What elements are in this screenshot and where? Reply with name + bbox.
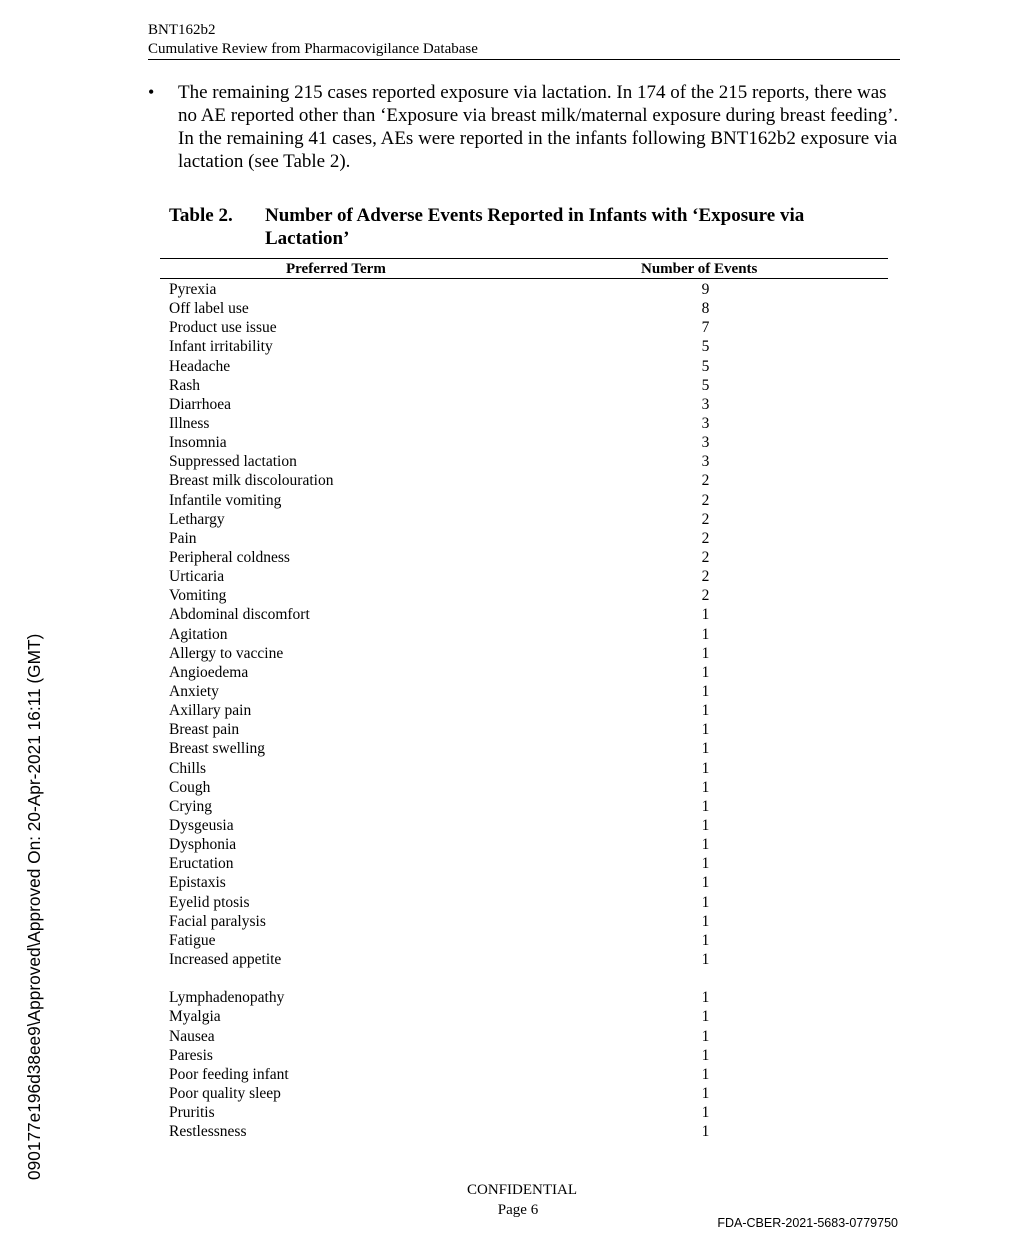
event-count-cell: 1 (701, 855, 710, 873)
header-divider (148, 59, 900, 60)
table-row (169, 816, 769, 835)
event-count-cell: 2 (701, 548, 710, 566)
table-row (169, 854, 769, 873)
event-count-cell: 1 (701, 874, 710, 892)
approval-stamp: 090177e196d38ee9\Approved\Approved On: 20-Apr-2021 16:11 (GMT) (24, 633, 44, 1180)
header-document-title: Cumulative Review from Pharmacovigilance Database (148, 41, 478, 57)
event-count-cell: 1 (701, 702, 710, 720)
column-header-preferred-term: Preferred Term (286, 261, 386, 277)
table-row (169, 701, 769, 720)
event-count-cell: 1 (701, 816, 710, 834)
preferred-term-cell: Breast milk discolouration (169, 472, 334, 490)
preferred-term-cell: Eyelid ptosis (169, 893, 250, 911)
table-row (169, 682, 769, 701)
bullet-text: The remaining 215 cases reported exposure via lactation. In 174 of the 215 reports, there was no AE reported other than ‘Exposure via breast milk/maternal exposure during breast feeding’. In the remaining 41 cases, AEs were reported in the infants following BNT162b2 exposure via lactation (see Table 2). (178, 82, 899, 172)
event-count-cell: 1 (701, 1008, 710, 1026)
preferred-term-cell: Poor quality sleep (169, 1084, 281, 1102)
event-count-cell: 1 (701, 663, 710, 681)
preferred-term-cell: Pyrexia (169, 281, 217, 298)
event-count-cell: 1 (701, 931, 710, 949)
preferred-term-cell: Pruritis (169, 1104, 215, 1122)
table-row (169, 491, 769, 510)
table-row (169, 337, 769, 356)
event-count-cell: 5 (701, 376, 710, 394)
preferred-term-cell: Vomiting (169, 587, 227, 605)
event-count-cell: 7 (701, 319, 710, 337)
preferred-term-cell: Infant irritability (169, 338, 273, 356)
table-row (169, 318, 769, 337)
bullet-icon: • (148, 82, 155, 102)
preferred-term-cell: Lymphadenopathy (169, 989, 285, 1007)
preferred-term-cell: Chills (169, 759, 207, 777)
table-row (169, 414, 769, 433)
event-count-cell: 1 (701, 721, 710, 739)
confidential-label: CONFIDENTIAL (467, 1182, 577, 1198)
table-row (169, 1027, 769, 1046)
table-row (169, 988, 769, 1007)
preferred-term-cell: Cough (169, 778, 211, 796)
table-row (169, 797, 769, 816)
table-row (169, 1084, 769, 1103)
table-row (169, 1122, 769, 1141)
preferred-term-cell: Myalgia (169, 1008, 221, 1026)
event-count-cell: 1 (701, 1104, 710, 1122)
table-row (169, 912, 769, 931)
preferred-term-cell: Facial paralysis (169, 912, 266, 930)
page-header (148, 21, 900, 59)
table-number: Table 2. (169, 205, 233, 226)
table-row (169, 471, 769, 490)
event-count-cell: 1 (701, 1065, 710, 1083)
table-row (169, 835, 769, 854)
preferred-term-cell: Crying (169, 797, 213, 815)
event-count-cell: 9 (701, 281, 710, 298)
preferred-term-cell: Urticaria (169, 568, 225, 586)
table-row (169, 452, 769, 471)
preferred-term-cell: Dysphonia (169, 836, 237, 854)
table-body (169, 280, 769, 1141)
page-number: Page 6 (497, 1202, 539, 1218)
table-row (169, 663, 769, 682)
preferred-term-cell: Dysgeusia (169, 816, 234, 834)
preferred-term-cell: Rash (169, 376, 200, 394)
table-row (169, 778, 769, 797)
table-row (169, 931, 769, 950)
preferred-term-cell: Axillary pain (169, 702, 252, 720)
preferred-term-cell: Angioedema (169, 663, 249, 681)
event-count-cell: 3 (701, 414, 710, 432)
event-count-cell: 1 (701, 778, 710, 796)
event-count-cell: 1 (701, 759, 710, 777)
event-count-cell: 5 (701, 338, 710, 356)
table-row (169, 644, 769, 663)
table-row (169, 873, 769, 892)
table-header-rule (160, 278, 888, 279)
event-count-cell: 1 (701, 1046, 710, 1064)
table-row (169, 893, 769, 912)
preferred-term-cell: Paresis (169, 1046, 213, 1064)
preferred-term-cell: Breast swelling (169, 740, 265, 758)
event-count-cell: 1 (701, 740, 710, 758)
event-count-cell: 1 (701, 644, 710, 662)
event-count-cell: 2 (701, 529, 710, 547)
preferred-term-cell: Agitation (169, 625, 228, 643)
table-row (169, 567, 769, 586)
preferred-term-cell: Headache (169, 357, 231, 375)
table-row (169, 299, 769, 318)
preferred-term-cell: Infantile vomiting (169, 491, 282, 509)
preferred-term-cell: Insomnia (169, 434, 227, 452)
document-id: FDA-CBER-2021-5683-0779750 (717, 1216, 898, 1230)
preferred-term-cell: Off label use (169, 300, 249, 318)
event-count-cell: 1 (701, 893, 710, 911)
table-row (169, 586, 769, 605)
column-header-number-of-events: Number of Events (641, 261, 758, 277)
preferred-term-cell: Nausea (169, 1027, 215, 1045)
preferred-term-cell: Product use issue (169, 319, 277, 337)
table-row (169, 510, 769, 529)
preferred-term-cell: Lethargy (169, 510, 225, 528)
event-count-cell: 1 (701, 989, 710, 1007)
event-count-cell: 3 (701, 453, 710, 471)
preferred-term-cell: Increased appetite (169, 950, 282, 968)
event-count-cell: 2 (701, 510, 710, 528)
event-count-cell: 2 (701, 568, 710, 586)
event-count-cell: 1 (701, 950, 710, 968)
table-row (169, 1046, 769, 1065)
table-row (169, 376, 769, 395)
preferred-term-cell: Epistaxis (169, 874, 226, 892)
event-count-cell: 1 (701, 606, 710, 624)
table-row (169, 625, 769, 644)
preferred-term-cell: Illness (169, 414, 210, 432)
preferred-term-cell: Anxiety (169, 682, 219, 700)
table-row (169, 433, 769, 452)
event-count-cell: 1 (701, 836, 710, 854)
event-count-cell: 3 (701, 434, 710, 452)
table-top-rule (160, 258, 888, 259)
preferred-term-cell: Suppressed lactation (169, 453, 297, 471)
event-count-cell: 1 (701, 912, 710, 930)
table-row (169, 1065, 769, 1084)
event-count-cell: 1 (701, 625, 710, 643)
preferred-term-cell: Pain (169, 529, 197, 547)
preferred-term-cell: Diarrhoea (169, 395, 231, 413)
event-count-cell: 8 (701, 300, 710, 318)
table-row (169, 759, 769, 778)
table-row (169, 548, 769, 567)
table-title: Number of Adverse Events Reported in Infants with ‘Exposure via Lactation’ (265, 205, 805, 249)
table-row (169, 1103, 769, 1122)
table-row (169, 357, 769, 376)
event-count-cell: 1 (701, 1084, 710, 1102)
preferred-term-cell: Eructation (169, 855, 234, 873)
table-row (169, 529, 769, 548)
event-count-cell: 2 (701, 587, 710, 605)
preferred-term-cell: Fatigue (169, 931, 216, 949)
preferred-term-cell: Restlessness (169, 1123, 247, 1141)
event-count-cell: 1 (701, 1027, 710, 1045)
event-count-cell: 5 (701, 357, 710, 375)
header-product: BNT162b2 (148, 22, 216, 38)
table-row (169, 1007, 769, 1026)
event-count-cell: 2 (701, 491, 710, 509)
preferred-term-cell: Abdominal discomfort (169, 606, 310, 624)
preferred-term-cell: Peripheral coldness (169, 548, 290, 566)
table-row (169, 739, 769, 758)
event-count-cell: 1 (701, 797, 710, 815)
table-row (169, 395, 769, 414)
preferred-term-cell: Allergy to vaccine (169, 644, 284, 662)
table-row (169, 720, 769, 739)
event-count-cell: 1 (701, 1123, 710, 1141)
preferred-term-cell: Poor feeding infant (169, 1065, 289, 1083)
table-row (169, 280, 769, 299)
event-count-cell: 3 (701, 395, 710, 413)
preferred-term-cell: Breast pain (169, 721, 240, 739)
event-count-cell: 2 (701, 472, 710, 490)
table-row (169, 605, 769, 624)
event-count-cell: 1 (701, 682, 710, 700)
table-row (169, 950, 769, 988)
